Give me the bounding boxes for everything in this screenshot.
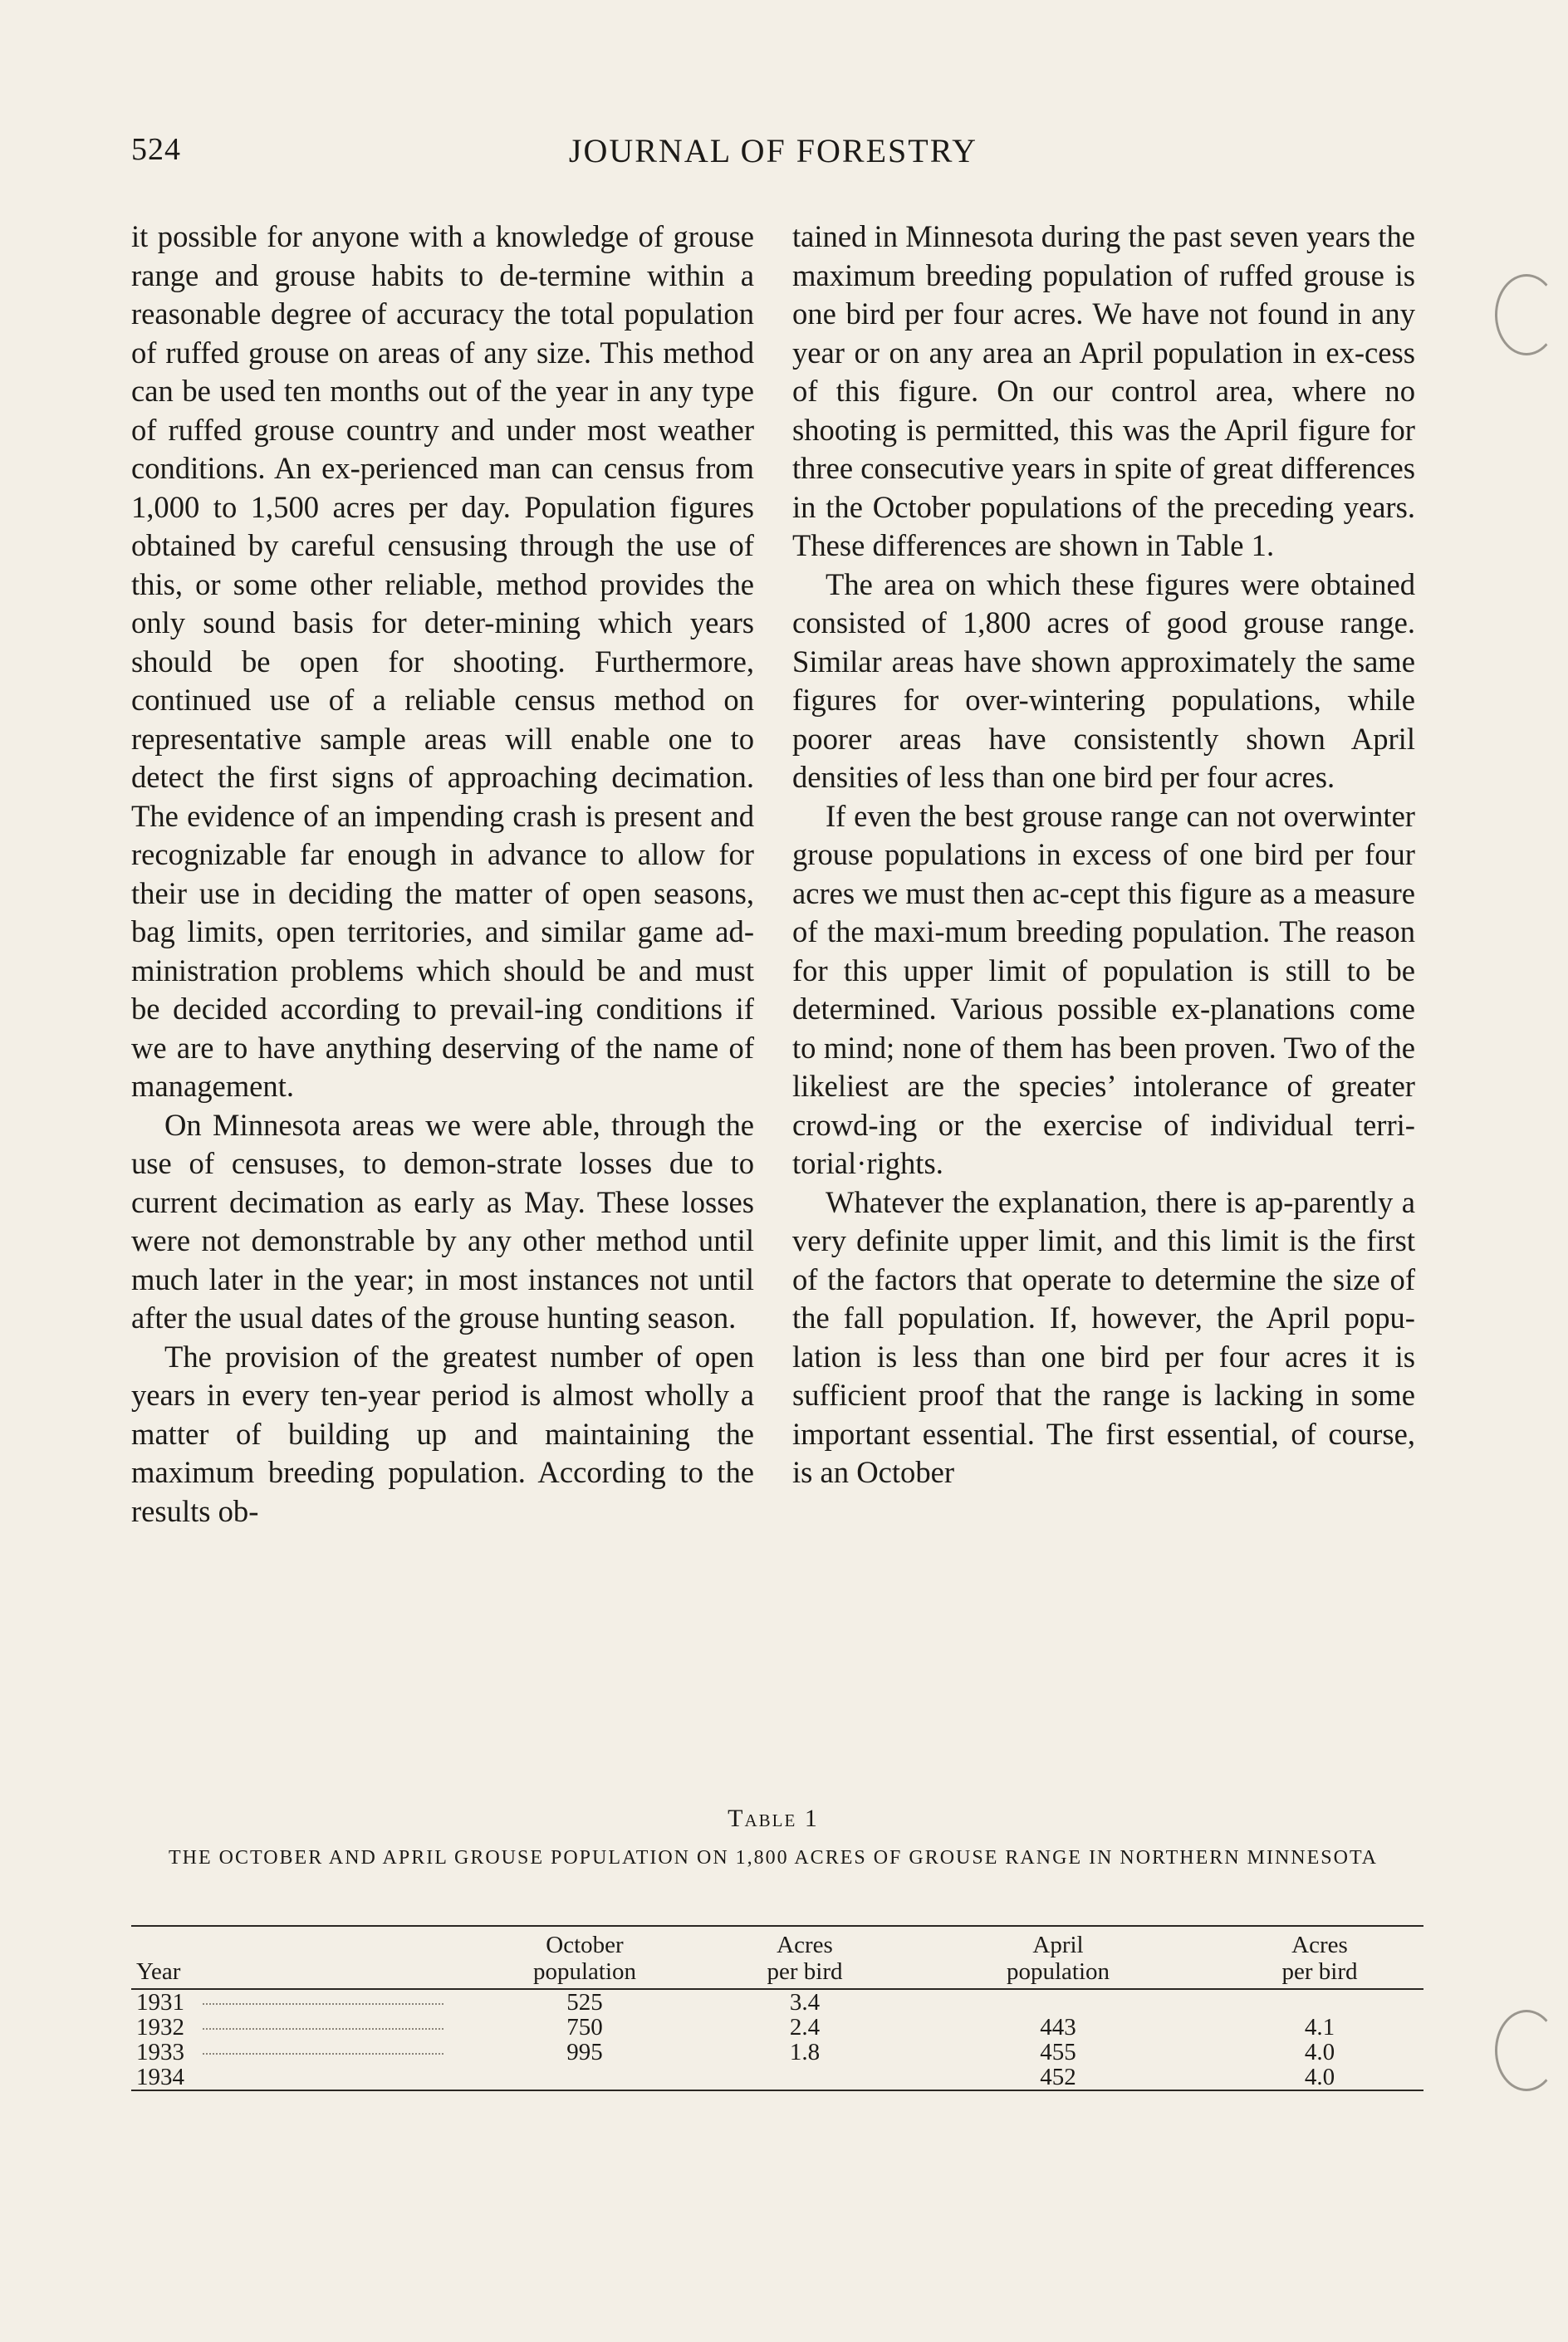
- left-paragraph-1: it possible for anyone with a knowledge of grouse range and grouse habits to de-termine within a reasonable degree of accuracy the total population of ruffed grouse on areas of any size. This method can be used ten months out of the year in any type of ruffed grouse country and under most weather conditions. An ex-perienced man can census from 1,000 to 1,500 acres per day. Population figures obtained by careful censusing through the use of this, or some other reliable, method provides the only sound basis for deter-mining which years should be open for shooting. Furthermore, continued use of a reliable census method on representative sample areas will enable one to detect the first signs of approaching decimation. The evidence of an impending crash is present and recognizable far enough in advance to allow for their use in deciding the matter of open seasons, bag limits, open territories, and similar game ad-ministration problems which should be and must be decided according to prevail-ing conditions if we are to have anything deserving of the name of management.: [131, 219, 754, 1103]
- binder-hole-top: [1495, 274, 1558, 355]
- table-label: Table 1: [728, 1805, 819, 1832]
- table-row: [131, 2015, 1423, 2040]
- acres2-cell: [1216, 1989, 1423, 2015]
- page-number: 524: [131, 132, 181, 167]
- april-cell: 443: [1040, 2014, 1076, 2041]
- left-paragraph-3: The provision of the greatest number of open years in every ten-year period is almost wholly a matter of building up and maintaining the maximum breeding population. According to the results ob-: [131, 1339, 754, 1528]
- october-cell: 525: [566, 1989, 603, 2016]
- year-value: 1933: [136, 2039, 184, 2065]
- left-column: [131, 218, 754, 1531]
- header-april-acres-per-bird: [1216, 1926, 1423, 1989]
- left-paragraph-2: On Minnesota areas we were able, through the use of censuses, to demon-strate losses due to current decimation as early as May. These losses were not demonstrable by any other method until much later in the year; in most instances not until after the usual dates of the grouse hunting season.: [131, 1107, 754, 1335]
- year-cell: [131, 2065, 460, 2090]
- acres2-cell: 4.0: [1304, 2064, 1335, 2090]
- year-value: 1931: [136, 1989, 184, 2016]
- table-caption: [131, 1805, 1415, 1871]
- acres2-cell: 4.0: [1304, 2039, 1335, 2065]
- acres2-cell: 4.1: [1304, 2014, 1335, 2041]
- acres1-cell: 3.4: [789, 1989, 821, 2016]
- october-cell: [460, 2065, 709, 2090]
- april-cell: 455: [1040, 2039, 1076, 2065]
- dot-leader: [203, 2053, 443, 2055]
- right-paragraph-2: The area on which these figures were obtained consisted of 1,800 acres of good grouse range. Similar areas have shown approximately the same figures for over-wintering populations, while poorer areas have consistently shown April densities of less than one bird per four acres.: [792, 566, 1415, 794]
- header-acres1-line2: per bird: [767, 1958, 843, 1985]
- year-cell: [131, 1989, 460, 2015]
- header-acres1-line1: Acres: [777, 1932, 833, 1958]
- header-april-line2: population: [1006, 1958, 1110, 1985]
- journal-title: JOURNAL OF FORESTRY: [568, 132, 978, 169]
- year-value: 1932: [136, 2014, 184, 2041]
- grouse-population-table: [131, 1925, 1423, 2091]
- october-cell: 995: [566, 2039, 603, 2065]
- header-october-line1: October: [546, 1932, 624, 1958]
- header-october-line2: population: [532, 1958, 637, 1985]
- right-paragraph-4: Whatever the explanation, there is ap-parently a very definite upper limit, and this limit is the first of the factors that operate to determine the size of the fall population. If, however, the April popu-lation is less than one bird per four acres it is sufficient proof that the range is lacking in some important essential. The first essential, of course, is an October: [792, 1184, 1415, 1489]
- header-year-label: Year: [136, 1958, 181, 1985]
- october-cell: 750: [566, 2014, 603, 2041]
- header-acres2-line1: Acres: [1291, 1932, 1348, 1958]
- acres1-cell: 1.8: [789, 2039, 821, 2065]
- dot-leader: [203, 2003, 443, 2005]
- page-header: [131, 131, 1415, 173]
- april-cell: 452: [1040, 2064, 1076, 2090]
- year-value: 1934: [136, 2064, 184, 2090]
- dot-leader: [203, 2028, 443, 2030]
- year-cell: [131, 2040, 460, 2065]
- header-april-line1: April: [1032, 1932, 1084, 1958]
- table-header-row: [131, 1926, 1423, 1989]
- table-row: [131, 1989, 1423, 2015]
- table-row: [131, 2040, 1423, 2065]
- acres1-cell: 2.4: [789, 2014, 821, 2041]
- april-cell: [900, 1989, 1216, 2015]
- header-acres2-line2: per bird: [1281, 1958, 1358, 1985]
- right-column: [792, 218, 1415, 1492]
- right-paragraph-1: tained in Minnesota during the past seven years the maximum breeding population of ruffed grouse is one bird per four acres. We have not found in any year or on any area an April population in ex-cess of this figure. On our control area, where no shooting is permitted, this was the April figure for three consecutive years in spite of great differences in the October populations of the preceding years. These differences are shown in Table 1.: [792, 219, 1415, 562]
- header-april-population: [900, 1926, 1216, 1989]
- header-year: [131, 1926, 460, 1989]
- right-paragraph-3: If even the best grouse range can not overwinter grouse populations in excess of one bird per four acres we must then ac-cept this figure as a measure of the maxi-mum breeding population. The reason for this upper limit of population is still to be determined. Various possible ex-planations come to mind; none of them has been proven. Two of the likeliest are the species’ intolerance of greater crowd-ing or the exercise of individual terri-torial·rights.: [792, 798, 1415, 1180]
- acres1-cell: [709, 2065, 900, 2090]
- year-cell: [131, 2015, 460, 2040]
- binder-hole-bottom: [1495, 2010, 1558, 2091]
- header-october-population: [460, 1926, 709, 1989]
- table-row: [131, 2065, 1423, 2090]
- table-title: THE OCTOBER AND APRIL GROUSE POPULATION ON 1,800 ACRES OF GROUSE RANGE IN NORTHERN MINNESOTA: [168, 1847, 1379, 1869]
- header-october-acres-per-bird: [709, 1926, 900, 1989]
